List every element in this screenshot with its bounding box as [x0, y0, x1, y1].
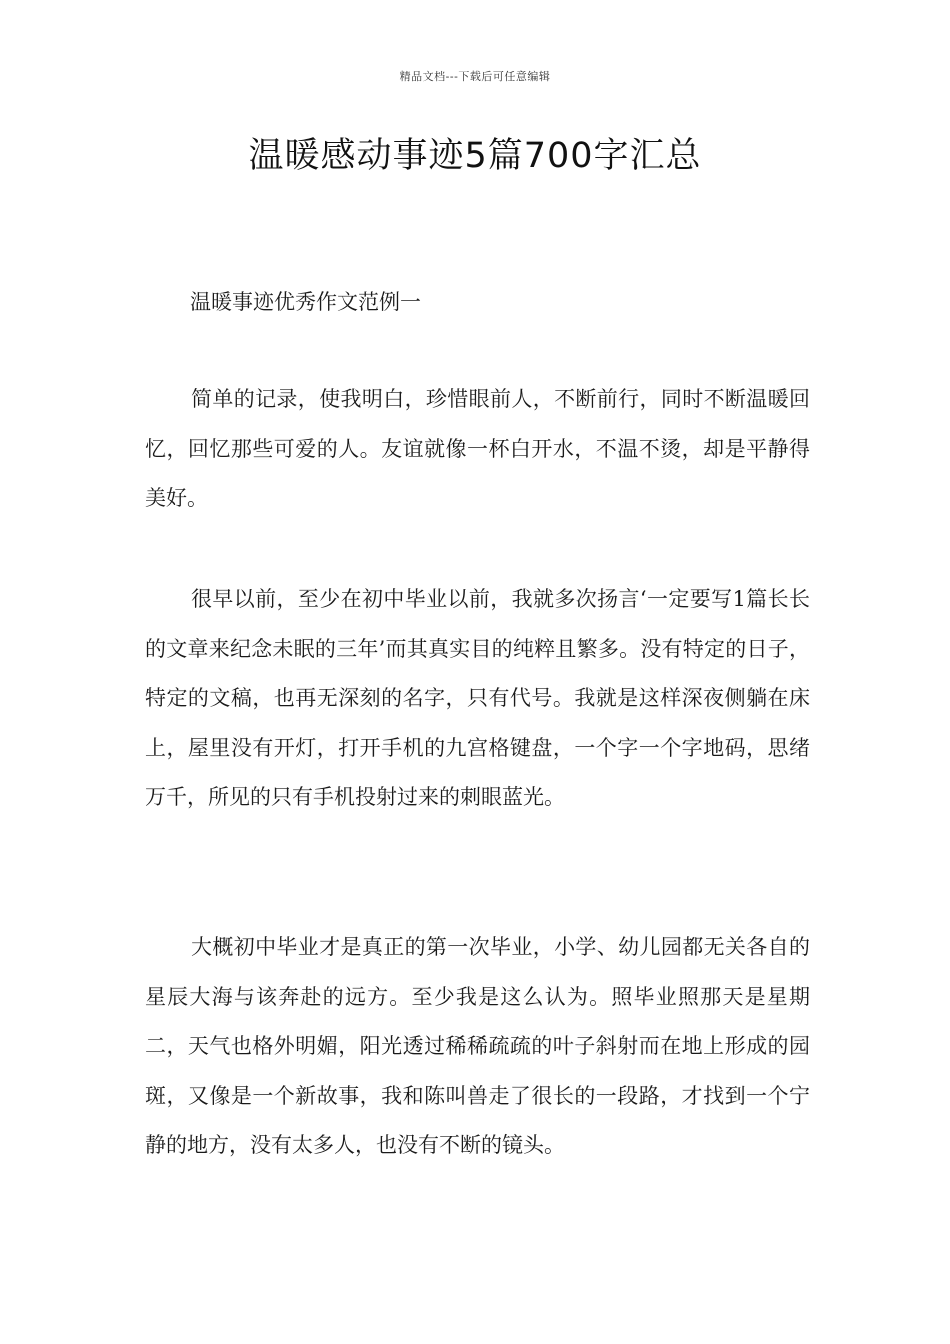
paragraph-1: 简单的记录，使我明白，珍惜眼前人，不断前行，同时不断温暖回忆，回忆那些可爱的人。友谊就像一杯白开水，不温不烫，却是平静得美好。 — [145, 387, 810, 510]
paragraph-2: 很早以前，至少在初中毕业以前，我就多次扬言‘一定要写1篇长长的文章来纪念未眠的三年’而其真实目的纯粹且繁多。没有特定的日子，特定的文稿，也再无深刻的名字，只有代号。我就是这样深夜侧躺在床上，屋里没有开灯，打开手机的九宫格键盘，一个字一个字地码，思绪万千，所见的只有手机投射过来的刺眼蓝光。 — [145, 587, 810, 809]
section-heading: 温暖事迹优秀作文范例一 — [190, 290, 421, 314]
header-note: 精品文档---下载后可任意编辑 — [399, 70, 551, 83]
paragraph-3: 大概初中毕业才是真正的第一次毕业，小学、幼儿园都无关各自的星辰大海与该奔赴的远方。至少我是这么认为。照毕业照那天是星期二，天气也格外明媚，阳光透过稀稀疏疏的叶子斜射而在地上形成的园斑，又像是一个新故事，我和陈叫兽走了很长的一段路，才找到一个宁静的地方，没有太多人，也没有不断的镜头。 — [145, 935, 810, 1157]
document-title: 温暖感动事迹5篇700字汇总 — [248, 136, 702, 176]
